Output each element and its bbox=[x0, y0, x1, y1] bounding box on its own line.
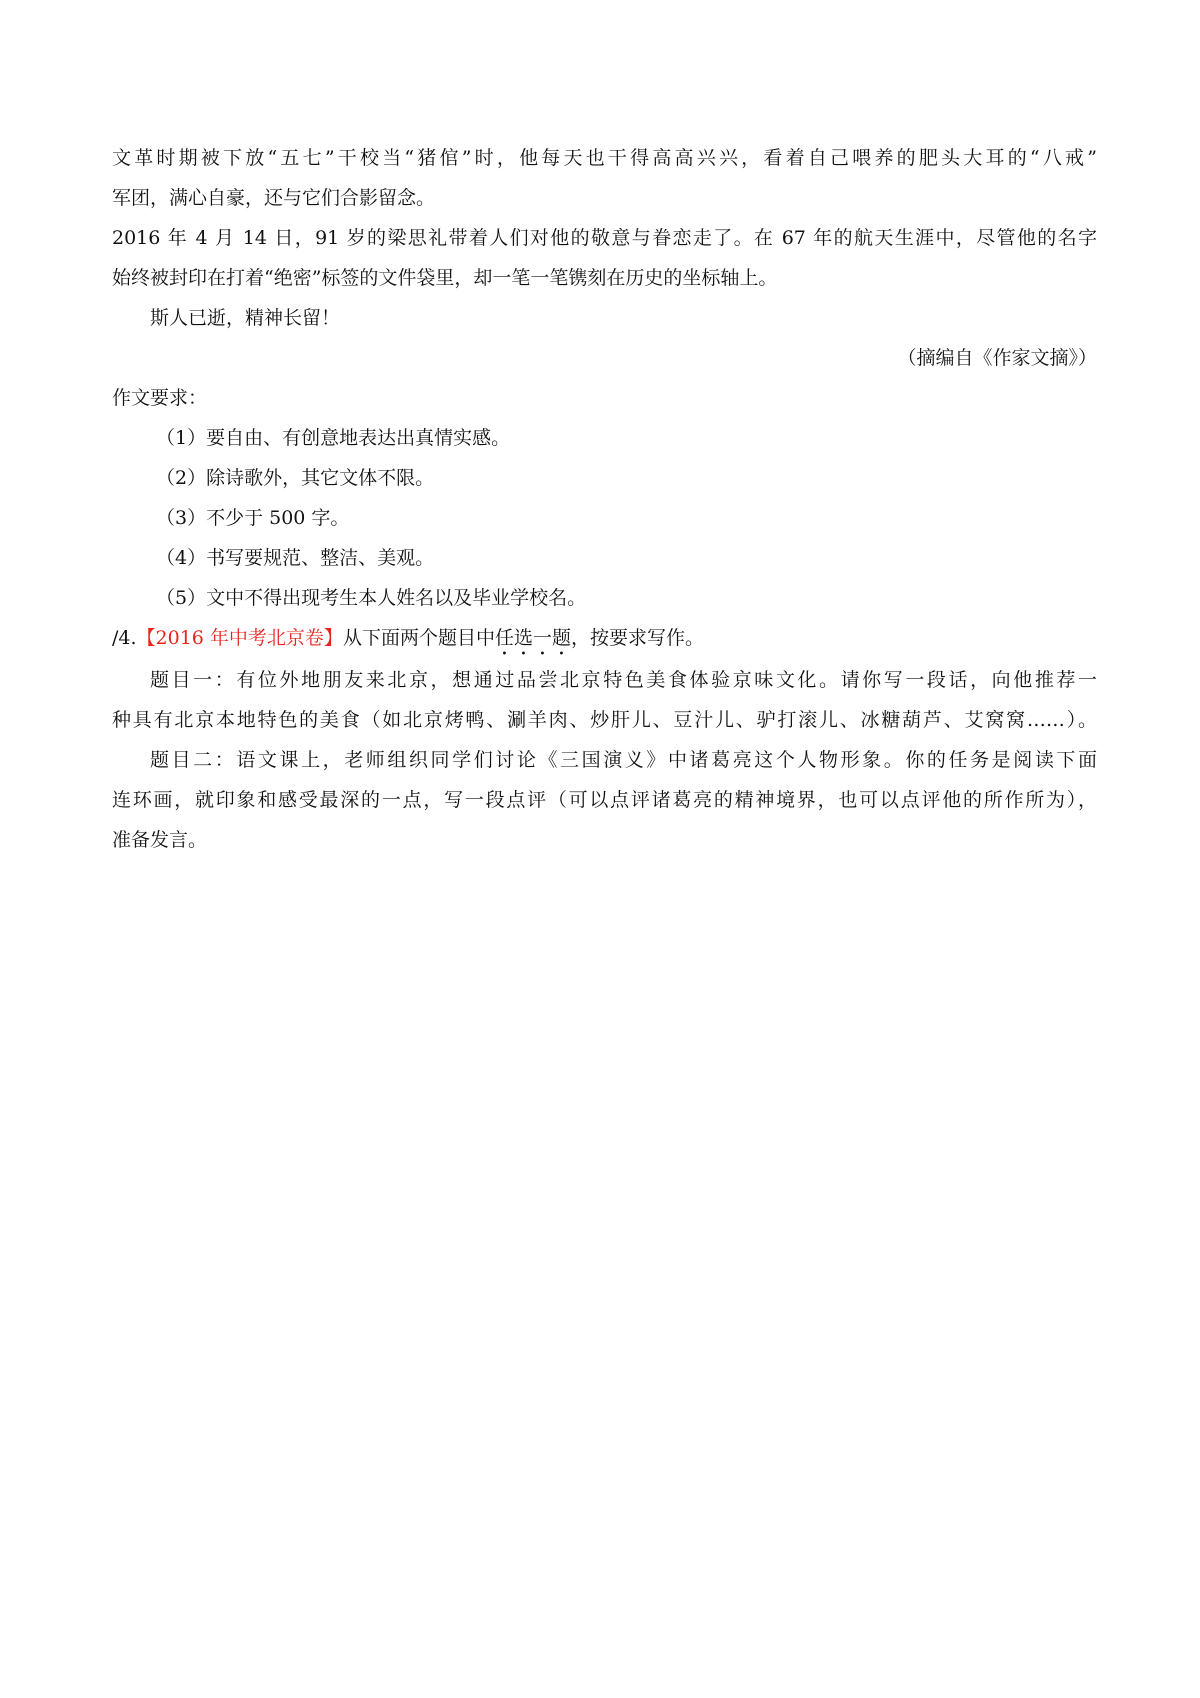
question-text: ，按要求写作。 bbox=[570, 627, 704, 649]
requirement-item: （4）书写要规范、整洁、美观。 bbox=[156, 547, 435, 569]
question-number: /4. bbox=[112, 627, 137, 649]
source-citation: （摘编自《作家文摘》） bbox=[897, 347, 1097, 369]
text-line: 始终被封印在打着“绝密”标签的文件袋里，却一笔一笔镌刻在历史的坐标轴上。 bbox=[112, 267, 778, 289]
topic-two-line: 题目二：语文课上，老师组织同学们讨论《三国演义》中诸葛亮这个人物形象。你的任务是阅读下面 bbox=[150, 749, 1097, 771]
text-line: 斯人已逝，精神长留！ bbox=[150, 307, 341, 329]
emphasis-text: 任选一题 bbox=[494, 627, 571, 649]
document-page bbox=[112, 138, 1097, 860]
topic-two-line: 连环画，就印象和感受最深的一点，写一段点评（可以点评诸葛亮的精神境界，也可以点评他的所作所为）， bbox=[112, 789, 1097, 811]
topic-two-line: 准备发言。 bbox=[112, 829, 208, 851]
text-line: 2016 年 4 月 14 日，91 岁的梁思礼带着人们对他的敬意与眷恋走了。在 67 年的航天生涯中，尽管他的名字 bbox=[112, 227, 1097, 249]
question-text: 从下面两个题目中 bbox=[342, 627, 495, 649]
requirement-item: （3）不少于 500 字。 bbox=[156, 507, 350, 529]
source-tag: 【2016 年中考北京卷】 bbox=[136, 627, 343, 649]
question-4 bbox=[112, 618, 1097, 660]
topic-one-line: 题目一：有位外地朋友来北京，想通过品尝北京特色美食体验京味文化。请你写一段话，向他推荐一 bbox=[150, 669, 1097, 691]
requirements-title: 作文要求： bbox=[112, 387, 208, 409]
topic-one-line: 种具有北京本地特色的美食（如北京烤鸭、涮羊肉、炒肝儿、豆汁儿、驴打滚儿、冰糖葫芦、艾窝窝……）。 bbox=[112, 709, 1097, 731]
requirement-item: （2）除诗歌外，其它文体不限。 bbox=[156, 467, 435, 489]
requirement-item: （1）要自由、有创意地表达出真情实感。 bbox=[156, 427, 511, 449]
text-line: 文革时期被下放“五七”干校当“猪倌”时，他每天也干得高高兴兴，看着自己喂养的肥头大耳的“八戒” bbox=[112, 147, 1097, 169]
requirement-item: （5）文中不得出现考生本人姓名以及毕业学校名。 bbox=[156, 587, 587, 609]
text-line: 军团，满心自豪，还与它们合影留念。 bbox=[112, 187, 436, 209]
